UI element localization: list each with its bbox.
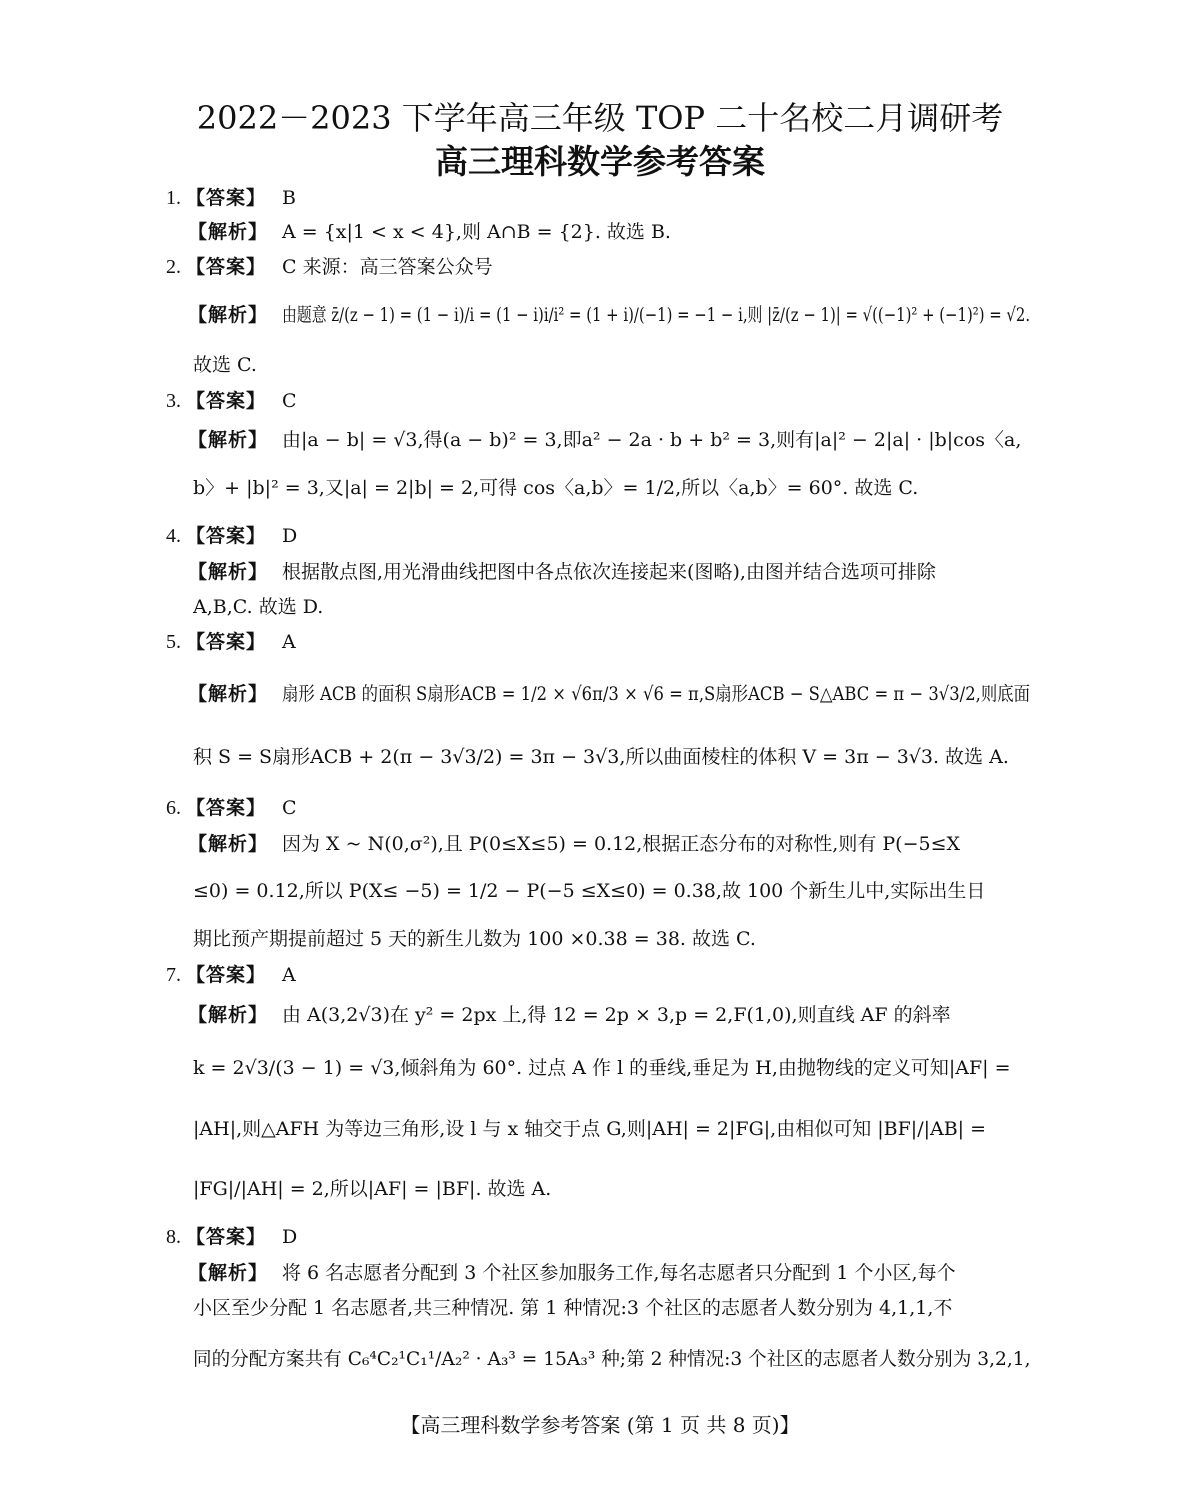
analysis-text: 由题意 z̄/(z − 1) = (1 − i)/i = (1 − i)i/i² = (1 + i)/(−1) = −1 − i,则 |z̄/(z − 1)| = √((−1)² + (−1)²) = √2. xyxy=(282,304,1031,326)
item-number: 5. xyxy=(166,631,181,653)
answer-label: 【答案】 xyxy=(186,187,267,209)
answer-value: D xyxy=(282,1226,298,1248)
analysis-text: A,B,C. 故选 D. xyxy=(193,596,324,618)
answer-value: A xyxy=(282,964,296,986)
analysis-text: ≤0) = 0.12,所以 P(X≤ −5) = 1/2 − P(−5 ≤X≤0) = 0.38,故 100 个新生儿中,实际出生日 xyxy=(193,880,986,902)
analysis-text: 由|a − b| = √3,得(a − b)² = 3,即a² − 2a · b + b² = 3,则有|a|² − 2|a| · |b|cos〈a, xyxy=(282,429,1022,451)
analysis-label: 【解析】 xyxy=(188,221,269,243)
item-number: 1. xyxy=(166,187,181,209)
analysis-text: 根据散点图,用光滑曲线把图中各点依次连接起来(图略),由图并结合选项可排除 xyxy=(282,561,936,583)
analysis-text: k = 2√3/(3 − 1) = √3,倾斜角为 60°. 过点 A 作 l 的垂线,垂足为 H,由抛物线的定义可知|AF| = xyxy=(193,1057,1011,1079)
analysis-text: A = {x|1 < x < 4},则 A∩B = {2}. 故选 B. xyxy=(282,221,671,243)
answer-label: 【答案】 xyxy=(186,631,267,653)
answer-label: 【答案】 xyxy=(186,525,267,547)
analysis-label: 【解析】 xyxy=(188,304,269,326)
analysis-text: 因为 X ~ N(0,σ²),且 P(0≤X≤5) = 0.12,根据正态分布的对称性,则有 P(−5≤X xyxy=(282,833,961,855)
answer-label: 【答案】 xyxy=(186,1226,267,1248)
analysis-text: 将 6 名志愿者分配到 3 个社区参加服务工作,每名志愿者只分配到 1 个小区,每个 xyxy=(282,1262,956,1284)
analysis-text: 期比预产期提前超过 5 天的新生儿数为 100 ×0.38 = 38. 故选 C. xyxy=(193,928,756,950)
item-number: 7. xyxy=(166,964,181,986)
analysis-label: 【解析】 xyxy=(188,1004,269,1026)
analysis-text: 扇形 ACB 的面积 S扇形ACB = 1/2 × √6π/3 × √6 = π,S扇形ACB − S△ABC = π − 3√3/2,则底面 xyxy=(282,683,1031,705)
analysis-text: |AH|,则△AFH 为等边三角形,设 l 与 x 轴交于点 G,则|AH| = 2|FG|,由相似可知 |BF|/|AB| = xyxy=(193,1118,987,1140)
analysis-text: 同的分配方案共有 C₆⁴C₂¹C₁¹/A₂² · A₃³ = 15A₃³ 种;第 2 种情况:3 个社区的志愿者人数分别为 3,2,1, xyxy=(193,1348,1031,1370)
answer-label: 【答案】 xyxy=(186,390,267,412)
answer-label: 【答案】 xyxy=(186,964,267,986)
answer-label: 【答案】 xyxy=(186,797,267,819)
analysis-label: 【解析】 xyxy=(188,833,269,855)
analysis-text: 由 A(3,2√3)在 y² = 2px 上,得 12 = 2p × 3,p = 2,F(1,0),则直线 AF 的斜率 xyxy=(282,1004,951,1026)
analysis-label: 【解析】 xyxy=(188,561,269,583)
analysis-text: 积 S = S扇形ACB + 2(π − 3√3/2) = 3π − 3√3,所以曲面棱柱的体积 V = 3π − 3√3. 故选 A. xyxy=(193,746,1009,768)
answer-value: C xyxy=(282,797,297,819)
answer-label: 【答案】 xyxy=(186,256,267,278)
answer-value: C xyxy=(282,390,297,412)
page-title: 2022－2023 下学年高三年级 TOP 二十名校二月调研考 xyxy=(196,99,1004,137)
item-number: 6. xyxy=(166,797,181,819)
analysis-label: 【解析】 xyxy=(188,683,269,705)
answer-value: A xyxy=(282,631,296,653)
item-number: 8. xyxy=(166,1226,181,1248)
answer-value: D xyxy=(282,525,298,547)
analysis-text: 小区至少分配 1 名志愿者,共三种情况. 第 1 种情况:3 个社区的志愿者人数分别为 4,1,1,不 xyxy=(193,1297,953,1319)
answer-value: C 来源：高三答案公众号 xyxy=(282,256,493,278)
analysis-label: 【解析】 xyxy=(188,429,269,451)
item-number: 3. xyxy=(166,390,181,412)
answer-value: B xyxy=(282,187,296,209)
item-number: 4. xyxy=(166,525,181,547)
item-number: 2. xyxy=(166,256,181,278)
analysis-text: b〉+ |b|² = 3,又|a| = 2|b| = 2,可得 cos〈a,b〉= 1/2,所以〈a,b〉= 60°. 故选 C. xyxy=(193,477,919,499)
analysis-text: 故选 C. xyxy=(193,354,257,376)
page-subtitle: 高三理科数学参考答案 xyxy=(435,142,765,181)
page-footer: 【高三理科数学参考答案 (第 1 页 共 8 页)】 xyxy=(400,1413,800,1437)
analysis-label: 【解析】 xyxy=(188,1262,269,1284)
analysis-text: |FG|/|AH| = 2,所以|AF| = |BF|. 故选 A. xyxy=(193,1178,552,1200)
